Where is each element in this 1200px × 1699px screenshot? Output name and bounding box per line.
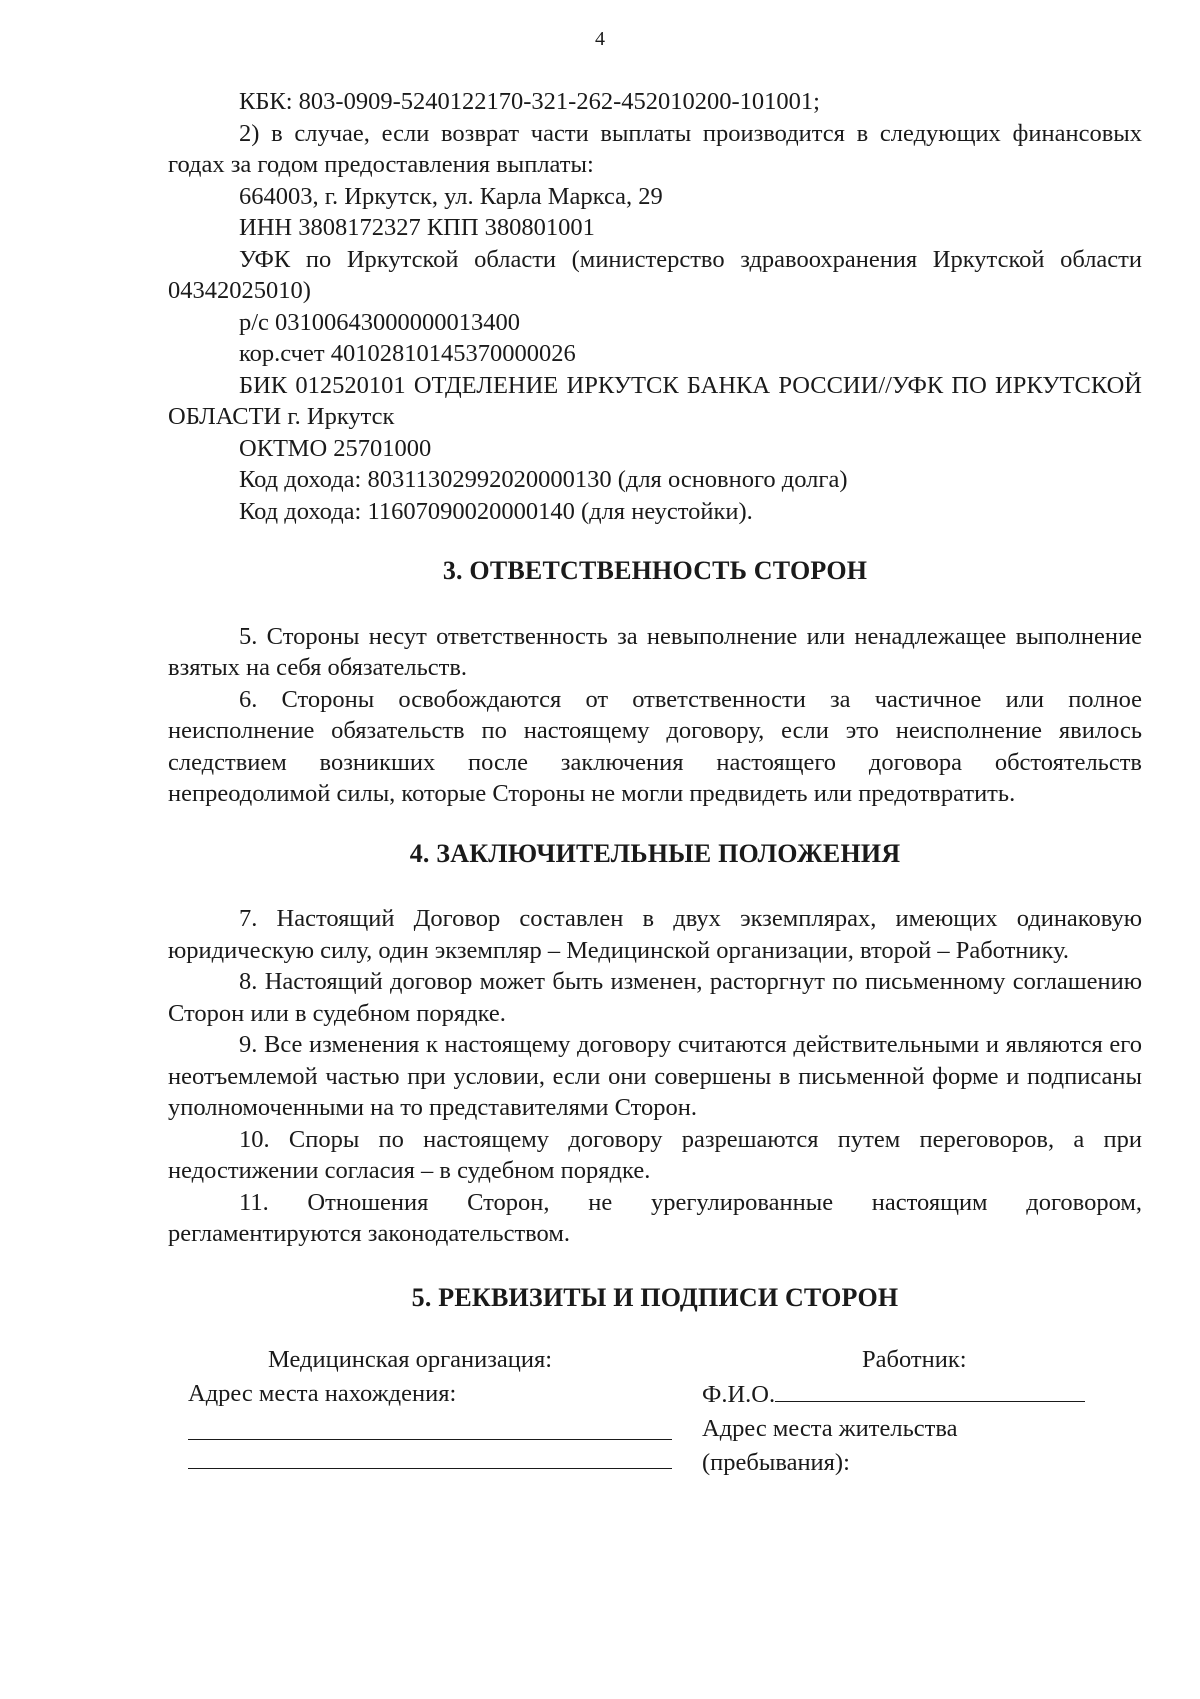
page-number: 4 — [595, 28, 605, 50]
clause-8: 8. Настоящий договор может быть изменен, расторгнут по письменному соглашению Сторон или в судебном порядке. — [168, 968, 1142, 1027]
medical-organization-label: Медицинская организация: — [268, 1346, 553, 1373]
bik-paragraph: БИК 012520101 ОТДЕЛЕНИЕ ИРКУТСК БАНКА РОССИИ//УФК ПО ИРКУТСКОЙ ОБЛАСТИ г. Иркутск — [168, 371, 1142, 430]
residence-address-label: Адрес места жительства — [702, 1415, 958, 1442]
residence-address-label-cont: (пребывания): — [702, 1449, 850, 1476]
clause-6: 6. Стороны освобождаются от ответственности за частичное или полное неисполнение обязательств по настоящему договору, если это неисполнение явилось следствием возникших после заключения настоящего договора обстоятельств непреодолимой силы, которые Стороны не могли предвидеть или предотвратить. — [168, 685, 1142, 807]
worker-label: Работник: — [862, 1346, 967, 1373]
address-line: 664003, г. Иркутск, ул. Карла Маркса, 29 — [239, 182, 663, 210]
section-4-heading: 4. ЗАКЛЮЧИТЕЛЬНЫЕ ПОЛОЖЕНИЯ — [409, 838, 901, 868]
section-5-heading: 5. РЕКВИЗИТЫ И ПОДПИСИ СТОРОН — [411, 1282, 899, 1312]
clause-7: 7. Настоящий Договор составлен в двух экземплярах, имеющих одинаковую юридическую силу, один экземпляр – Медицинской организации, второй – Работнику. — [168, 905, 1142, 964]
ufk-paragraph: УФК по Иркутской области (министерство здравоохранения Иркутской области 04342025010) — [168, 245, 1142, 304]
oktmo-line: ОКТМО 25701000 — [239, 434, 432, 462]
section-3-heading: 3. ОТВЕТСТВЕННОСТЬ СТОРОН — [442, 556, 868, 585]
document-body — [168, 86, 1142, 1493]
fio-blank-line[interactable] — [775, 1377, 1085, 1402]
fio-row — [702, 1377, 1142, 1412]
worker-column — [702, 1343, 1142, 1480]
medical-organization-column — [188, 1343, 658, 1469]
kbk-line: КБК: 803-0909-5240122170-321-262-452010200-101001; — [239, 88, 820, 115]
income-code-penalty-line: Код дохода: 11607090020000140 (для неустойки). — [239, 497, 753, 525]
clause-11: 11. Отношения Сторон, не урегулированные настоящим договором, регламентируются законодательством. — [168, 1188, 1142, 1247]
income-code-main-line: Код дохода: 80311302992020000130 (для основного долга) — [239, 466, 848, 493]
signatures-block — [168, 1343, 1142, 1493]
address-blank-line-1[interactable] — [188, 1411, 672, 1440]
fio-label: Ф.И.О. — [702, 1381, 776, 1408]
clause-5: 5. Стороны несут ответственность за невыполнение или ненадлежащее выполнение взятых на себя обязательств. — [168, 622, 1142, 681]
settlement-account-line: р/с 03100643000000013400 — [239, 308, 521, 336]
address-location-label: Адрес места нахождения: — [188, 1380, 457, 1407]
clause-10: 10. Споры по настоящему договору разрешаются путем переговоров, а при недостижении согласия – в судебном порядке. — [168, 1125, 1142, 1184]
item-2-paragraph: 2) в случае, если возврат части выплаты производится в следующих финансовых годах за годом предоставления выплаты: — [168, 119, 1142, 178]
inn-kpp-line: ИНН 3808172327 КПП 380801001 — [239, 214, 595, 241]
clause-9: 9. Все изменения к настоящему договору считаются действительными и являются его неотъемлемой частью при условии, если они совершены в письменной форме и подписаны уполномоченными на то представителями Сторон. — [168, 1031, 1142, 1121]
address-blank-line-2[interactable] — [188, 1440, 672, 1469]
correspondent-account-line: кор.счет 40102810145370000026 — [239, 340, 576, 367]
